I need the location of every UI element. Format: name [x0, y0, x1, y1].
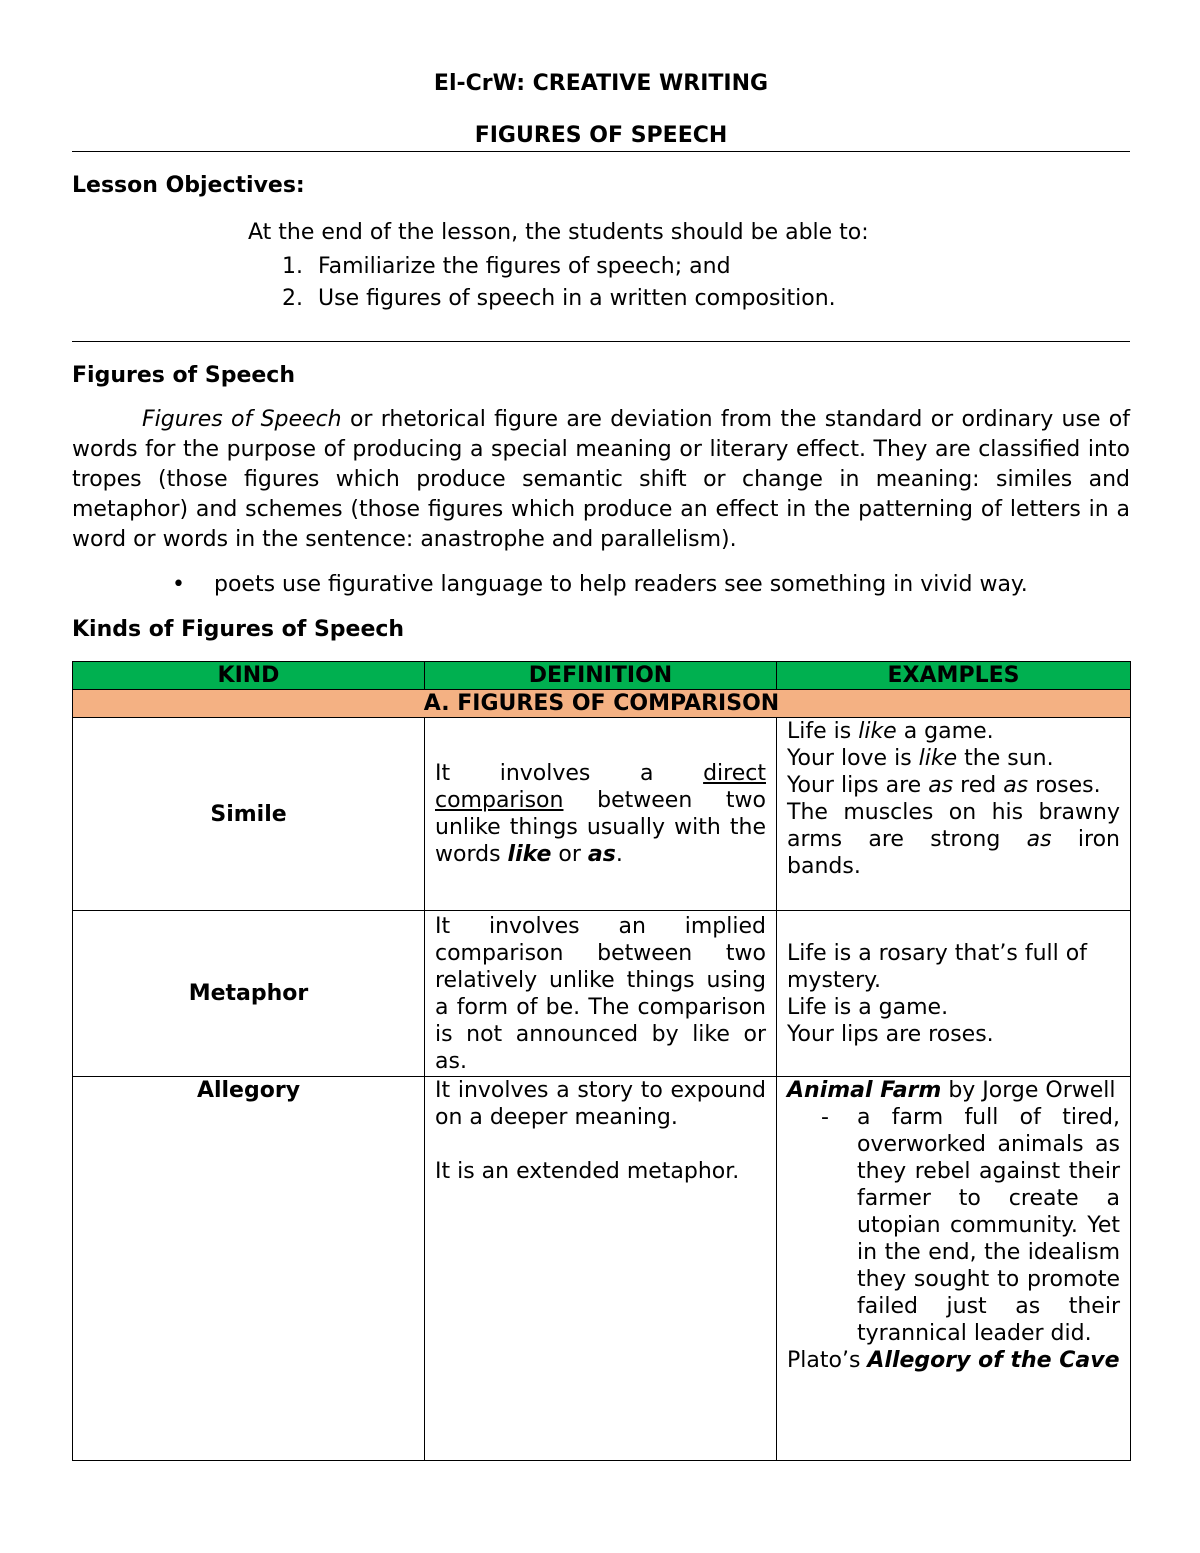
example-line: Life is like a game. — [787, 719, 994, 744]
list-item: 2. Use figures of speech in a written composition. — [282, 286, 836, 311]
figures-bullet: • poets use figurative language to help readers see something in vivid way. — [172, 570, 1028, 600]
examples-metaphor — [777, 911, 1131, 1077]
example-line: Plato’s Allegory of the Cave — [787, 1348, 1120, 1373]
section-label: A. FIGURES OF COMPARISON — [73, 690, 1131, 718]
bullet-icon: • — [172, 572, 185, 597]
table-row — [73, 718, 1131, 911]
table-row — [73, 911, 1131, 1077]
title-divider — [72, 151, 1130, 152]
section-row — [73, 690, 1131, 718]
kind-allegory: Allegory — [73, 1077, 425, 1461]
course-title: El-CrW: CREATIVE WRITING — [433, 71, 769, 96]
list-item: - a farm full of tired, overworked animals as they rebel against their farmer to create a utopian community. Yet in the end, the idealism they sought to promote failed just as their tyrannical leader did. — [857, 1104, 1120, 1347]
example-line: Your lips are roses. — [787, 1021, 994, 1047]
header-definition: DEFINITION — [425, 662, 777, 690]
objectives-heading: Lesson Objectives: — [72, 173, 305, 198]
figures-heading: Figures of Speech — [72, 363, 295, 388]
objectives-intro: At the end of the lesson, the students should be able to: — [248, 220, 869, 245]
header-kind: KIND — [73, 662, 425, 690]
definition-simile: It involves a direct comparison between two unlike things usually with the words like or as. — [425, 718, 777, 911]
example-line: The muscles on his brawny arms are strong as iron bands. — [787, 800, 1121, 879]
example-line: Animal Farm by Jorge Orwell — [787, 1078, 1116, 1103]
example-line: Life is a rosary that’s full of mystery. — [787, 940, 1087, 993]
table-header-row — [73, 662, 1131, 690]
figures-paragraph: Figures of Speech or rhetorical figure are deviation from the standard or ordinary use of words for the purpose of producing a special meaning or literary effect. They are classified into tropes (those figures which produce semantic shift or change in meaning: similes and metaphor) and schemes (those figures which produce an effect in the patterning of letters in a word or words in the sentence: anastrophe and parallelism). — [72, 407, 1131, 552]
example-line: Your lips are as red as roses. — [787, 773, 1101, 798]
example-line: Your love is like the sun. — [787, 746, 1054, 771]
examples-simile — [777, 718, 1131, 911]
examples-allegory — [777, 1077, 1131, 1461]
definition-metaphor: It involves an implied comparison between two relatively unlike things using a form of be. The comparison is not announced by like or as. — [425, 911, 777, 1077]
kind-metaphor: Metaphor — [73, 911, 425, 1077]
figures-table — [72, 661, 1131, 1461]
table-row — [73, 1077, 1131, 1461]
header-examples: EXAMPLES — [777, 662, 1131, 690]
kinds-heading: Kinds of Figures of Speech — [72, 617, 405, 642]
kind-simile: Simile — [73, 718, 425, 911]
list-item: 1. Familiarize the figures of speech; and — [282, 254, 731, 279]
objectives-list — [282, 251, 836, 315]
example-line: Life is a game. — [787, 994, 949, 1020]
example-detail-list — [787, 1104, 1120, 1347]
definition-allegory: It involves a story to expound on a deeper meaning. It is an extended metaphor. — [425, 1077, 777, 1461]
objectives-divider — [72, 341, 1130, 342]
topic-title: FIGURES OF SPEECH — [474, 123, 728, 148]
